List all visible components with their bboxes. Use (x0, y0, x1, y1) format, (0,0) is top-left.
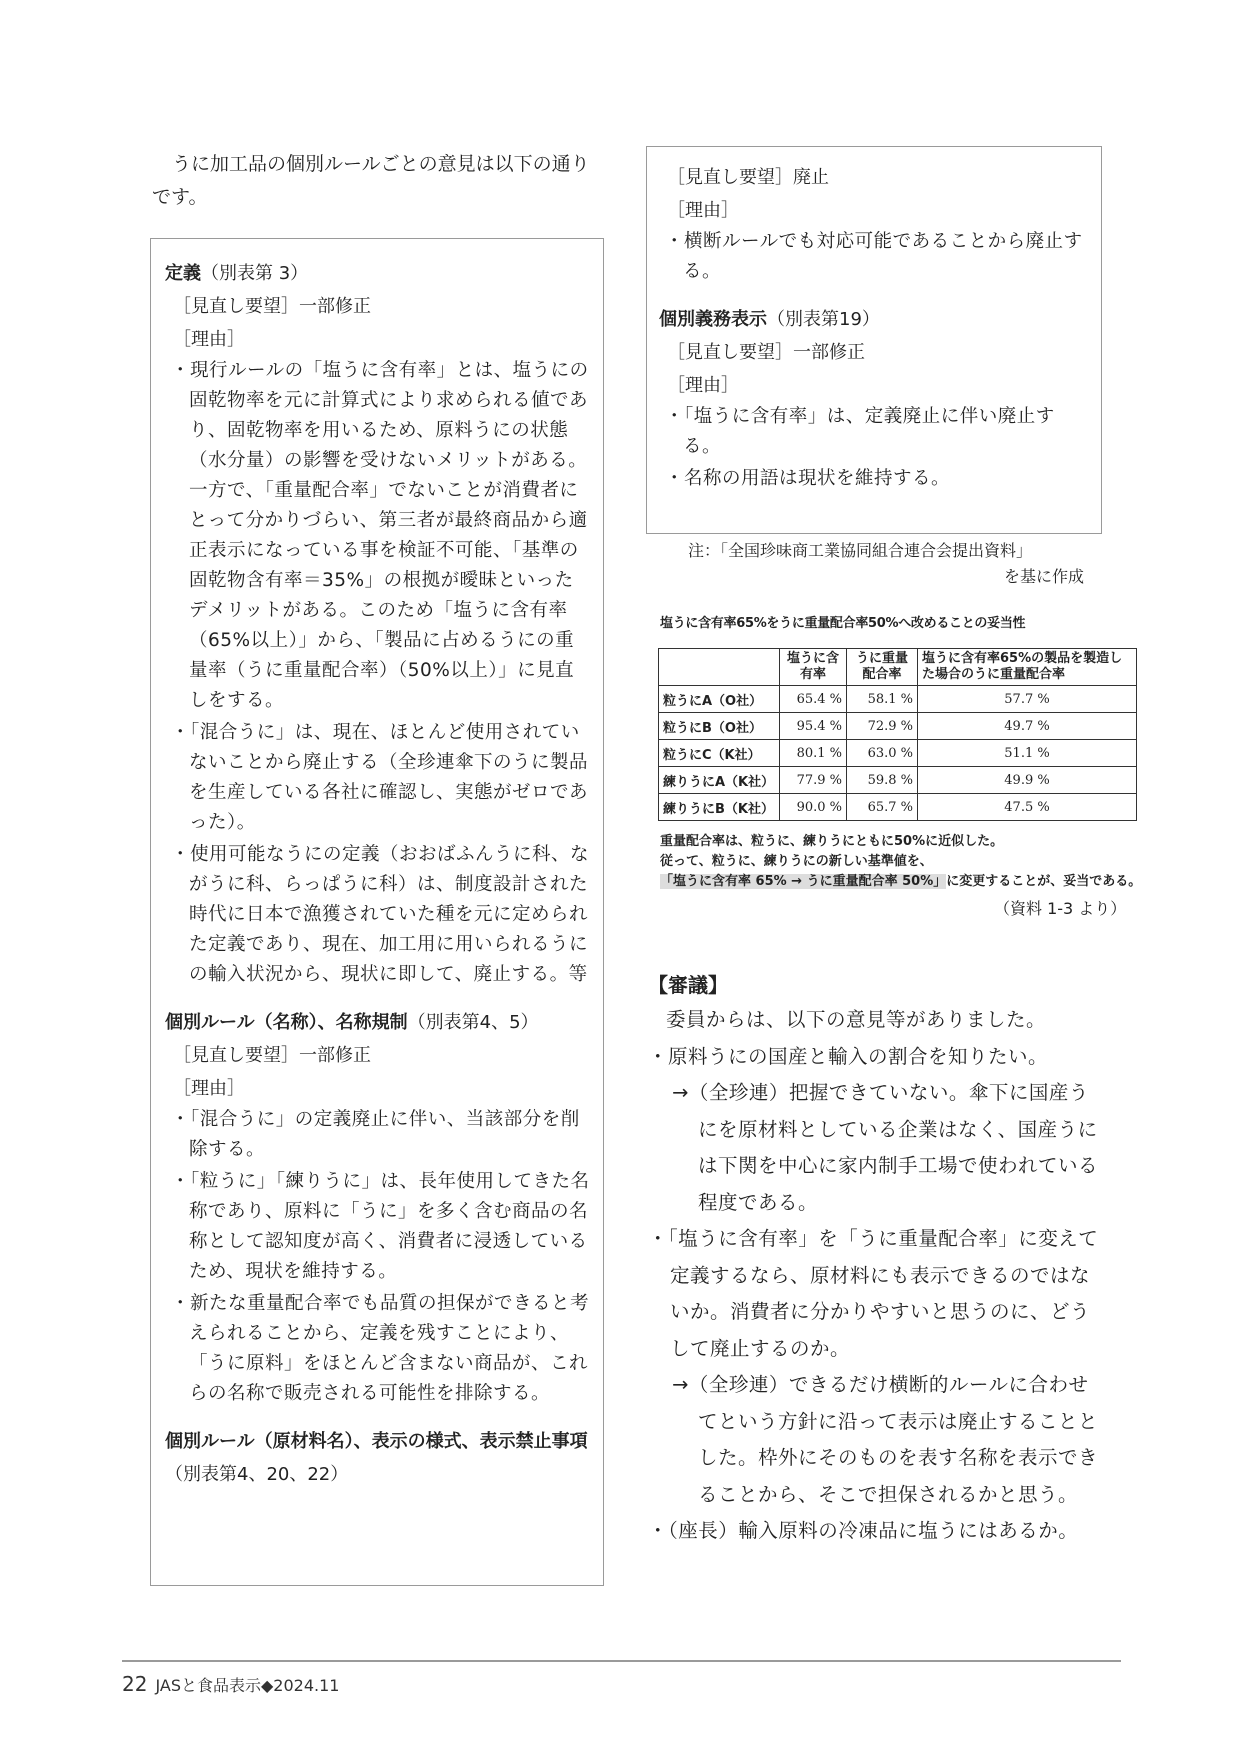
list-item: ・新たな重量配合率でも品質の担保ができると考えられることから、定義を残すことにより、「うに原料」をほとんど含まない商品が、これらの名称で販売される可能性を排除する。 (171, 1293, 590, 1404)
table-header: 塩うに含有率65%の製品を製造した場合のうに重量配合率 (918, 649, 1137, 686)
request-label: ［見直し要望］廃止 (667, 167, 829, 188)
intro-paragraph: うに加工品の個別ルールごとの意見は以下の通りです。 (152, 153, 590, 208)
footer (122, 1672, 339, 1696)
source-note: 注：「全国珍味商工業協同組合連合会提出資料」 (688, 541, 1033, 560)
answer: →（全珍連）把握できていない。傘下に国産うにを原材料としている企業はなく、国産うには下関を中心に家内制手工場で使われている程度である。 (672, 1081, 1099, 1214)
table-row (659, 740, 1137, 767)
list-item: ・「混合うに」の定義廃止に伴い、当該部分を削除する。 (171, 1109, 580, 1160)
table-cell: 粒うにB（O社） (659, 713, 780, 740)
table-cell: 65.7 % (847, 794, 918, 821)
table-cell: 59.8 % (847, 767, 918, 794)
table-cell: 49.9 % (918, 767, 1137, 794)
rule-box-right (646, 146, 1102, 534)
table-cell: 47.5 % (918, 794, 1137, 821)
deliberation-lead: 委員からは、以下の意見等がありました。 (666, 1008, 1047, 1031)
question: ・「塩うに含有率」を「うに重量配合率」に変えて定義するなら、原材料にも表示できるのではないか。消費者に分かりやすいと思うのに、どうして廃止するのか。 (648, 1227, 1099, 1360)
rule-box-left (150, 238, 604, 1586)
table-cell: 49.7 % (918, 713, 1137, 740)
table-source: （資料 1-3 より） (994, 899, 1127, 918)
table-title: 塩うに含有率65%をうに重量配合率50%へ改めることの妥当性 (660, 616, 1026, 631)
deliberation-heading: 【審議】 (648, 973, 728, 997)
table-row (659, 767, 1137, 794)
list-item: ・現行ルールの「塩うに含有率」とは、塩うにの固乾物率を元に計算式により求められる値であり、固乾物率を用いるため、原料うにの状態（水分量）の影響を受けないメリットがある。一方で、「重量配合率」でないことが消費者にとって分かりづらい、第三者が最終商品から適正表示になっている事を検証不可能、「基準の固乾物含有率＝35%」の根拠が曖昧といったデメリットがある。このため「塩うに含有率（65%以上）」から、「製品に占めるうにの重量率（うに重量配合率）（50%以上）」に見直しをする。 (171, 360, 589, 711)
deliberation-section (648, 968, 1108, 1550)
page-number: 22 (122, 1672, 148, 1696)
table-cell: 90.0 % (780, 794, 847, 821)
list-item: ・「混合うに」は、現在、ほとんど使用されていないことから廃止する（全珍連傘下のうに製品を生産している各社に確認し、実態がゼロであった）。 (171, 722, 589, 833)
section-heading-ingredients: 個別ルール（原材料名）、表示の様式、表示禁止事項（別表第4、20、22） (165, 1431, 588, 1485)
table-cell: 63.0 % (847, 740, 918, 767)
list-item: ・「塩うに含有率」は、定義廃止に伴い廃止する。 (665, 406, 1055, 457)
table-cell: 58.1 % (847, 686, 918, 713)
reason-label: ［理由］ (173, 1078, 245, 1099)
section-heading-definition: 定義（別表第 3） (165, 263, 309, 284)
request-label: ［見直し要望］一部修正 (173, 296, 371, 317)
table-header (659, 649, 780, 686)
reason-label: ［理由］ (173, 329, 245, 350)
section-heading-mandatory-display: 個別義務表示（別表第19） (659, 309, 880, 330)
table-header-row (659, 649, 1137, 686)
table-row (659, 794, 1137, 821)
list-item: ・名称の用語は現状を維持する。 (665, 468, 951, 489)
table-row (659, 686, 1137, 713)
request-label: ［見直し要望］一部修正 (667, 342, 865, 363)
list-item: ・横断ルールでも対応可能であることから廃止する。 (665, 231, 1083, 282)
ratio-table (658, 648, 1137, 821)
table-cell: 80.1 % (780, 740, 847, 767)
table-header: うに重量配合率 (847, 649, 918, 686)
table-note: 従って、粒うに、練りうにの新しい基準値を、 (660, 854, 933, 869)
table-note: 「塩うに含有率 65% → うに重量配合率 50%」に変更することが、妥当である。 (660, 874, 1142, 889)
table-cell: 練りうにA（K社） (659, 767, 780, 794)
question: ・（座長）輸入原料の冷凍品に塩うにはあるか。 (648, 1519, 1079, 1542)
table-cell: 72.9 % (847, 713, 918, 740)
answer: →（全珍連）できるだけ横断的ルールに合わせてという方針に沿って表示は廃止することとした。枠外にそのものを表す名称を表示できることから、そこで担保されるかと思う。 (672, 1373, 1099, 1506)
reason-label: ［理由］ (667, 375, 739, 396)
table-row (659, 713, 1137, 740)
question: ・原料うにの国産と輸入の割合を知りたい。 (648, 1044, 1049, 1068)
source-note-cont: を基に作成 (1004, 567, 1085, 586)
list-item: ・使用可能なうにの定義（おおばふんうに科、ながうに科、らっぱうに科）は、制度設計された時代に日本で漁獲されていた種を元に定められた定義であり、現在、加工用に用いられるうにの輸入状況から、現状に即して、廃止する。等 (171, 844, 590, 985)
table-note: 重量配合率は、粒うに、練りうにともに50%に近似した。 (660, 834, 1004, 849)
table-cell: 51.1 % (918, 740, 1137, 767)
reason-label: ［理由］ (667, 200, 739, 221)
table-cell: 粒うにC（K社） (659, 740, 780, 767)
publication-name: JASと食品表示◆2024.11 (155, 1676, 340, 1695)
table-cell: 65.4 % (780, 686, 847, 713)
table-cell: 95.4 % (780, 713, 847, 740)
table-cell: 練りうにB（K社） (659, 794, 780, 821)
section-heading-name-rule: 個別ルール（名称）、名称規制（別表第4、5） (165, 1012, 539, 1033)
list-item: ・「粒うに」「練りうに」は、長年使用してきた名称であり、原料に「うに」を多く含む商品の名称として認知度が高く、消費者に浸透しているため、現状を維持する。 (171, 1171, 590, 1282)
table-header: 塩うに含有率 (780, 649, 847, 686)
request-label: ［見直し要望］一部修正 (173, 1045, 371, 1066)
table-cell: 57.7 % (918, 686, 1137, 713)
footer-divider (122, 1660, 1121, 1662)
table-cell: 77.9 % (780, 767, 847, 794)
table-cell: 粒うにA（O社） (659, 686, 780, 713)
